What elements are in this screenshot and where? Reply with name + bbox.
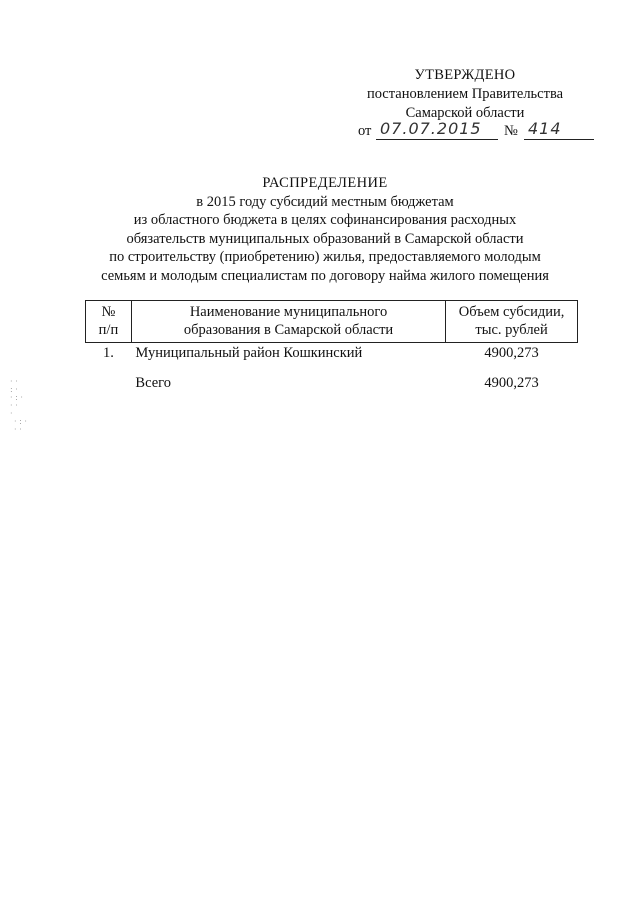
table-row — [86, 343, 578, 364]
column-header-number-line-2: п/п — [98, 322, 119, 338]
column-header-number — [86, 301, 132, 343]
column-header-name-line-1: Наименование муниципального — [189, 304, 388, 320]
heading-title: РАСПРЕДЕЛЕНИЕ — [262, 175, 388, 191]
column-header-name — [131, 301, 445, 343]
heading-line-5: семьям и молодым специалистам по договору найма жилого помещения — [101, 267, 549, 284]
column-header-amount-line-2: тыс. рублей — [475, 322, 548, 338]
number-prefix: № — [504, 123, 518, 139]
approval-line-1: постановлением Правительства — [366, 86, 564, 102]
heading-line-2: из областного бюджета в целях софинансирования расходных — [133, 212, 517, 228]
total-label: Всего — [135, 375, 171, 391]
approval-title: УТВЕРЖДЕНО — [414, 67, 516, 83]
date-prefix: от — [358, 123, 372, 139]
column-header-amount-line-1: Объем субсидии, — [458, 304, 565, 320]
scan-artifact: · · : · · : · · · · — [10, 377, 23, 418]
column-header-name-line-2: образования в Самарской области — [183, 322, 394, 338]
distribution-table — [85, 300, 578, 393]
row-number: 1. — [103, 345, 114, 361]
total-amount: 4900,273 — [484, 375, 539, 391]
handwritten-number: 414 — [528, 119, 562, 138]
handwritten-date: 07.07.2015 — [380, 119, 482, 138]
column-header-amount — [446, 301, 578, 343]
table-total-row — [86, 363, 578, 393]
heading-line-4: по строительству (приобретению) жилья, предоставляемого молодым — [109, 249, 541, 265]
date-underline — [376, 139, 498, 140]
heading-line-3: обязательств муниципальных образований в Самарской области — [126, 230, 524, 247]
scan-artifact: · : · · · — [14, 417, 27, 434]
column-header-number-line-1: № — [101, 304, 116, 320]
table-header-row — [86, 301, 578, 343]
row-subsidy-amount: 4900,273 — [484, 345, 539, 361]
approval-line-2: Самарской области — [405, 105, 525, 121]
approval-stamp-block — [330, 66, 600, 139]
row-municipality-name: Муниципальный район Кошкинский — [135, 345, 363, 361]
number-underline — [524, 139, 594, 140]
heading-line-1: в 2015 году субсидий местным бюджетам — [196, 193, 454, 210]
total-number-cell — [86, 363, 132, 393]
approval-date-number-row — [358, 119, 598, 144]
document-heading — [80, 174, 570, 285]
